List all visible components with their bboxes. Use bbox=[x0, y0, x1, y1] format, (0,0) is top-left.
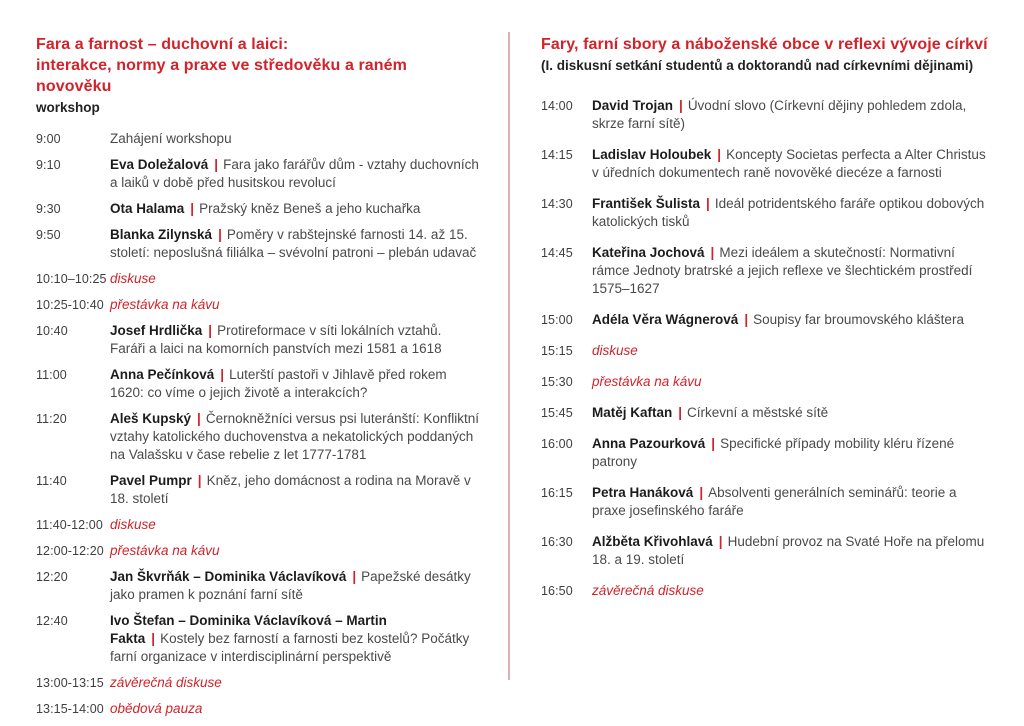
time-label: 11:00 bbox=[36, 368, 67, 382]
pipe-separator: | bbox=[220, 367, 225, 382]
time-label: 9:50 bbox=[36, 228, 61, 242]
speaker-name: Eva Doležalová bbox=[110, 157, 209, 172]
break-label: závěrečná diskuse bbox=[592, 583, 704, 598]
schedule-row bbox=[541, 373, 991, 391]
talk-title: Hudební provoz na Svaté Hoře na přelomu 18. a 19. století bbox=[592, 534, 985, 567]
pipe-separator: | bbox=[151, 631, 156, 646]
talk-entry bbox=[110, 568, 480, 604]
talk-title: Černokněžníci versus psi luteránští: Konfliktní vztahy katolického duchovenstva a nekatolických poddaných na Valašsku v čase rebelie z let 1777-1781 bbox=[110, 411, 479, 462]
talk-entry bbox=[592, 244, 991, 298]
schedule-row bbox=[541, 484, 991, 520]
schedule-row bbox=[541, 146, 991, 182]
speaker-name: Petra Hanáková bbox=[592, 485, 694, 500]
talk-title: Mezi ideálem a skutečností: Normativní rámce Jednoty bratrské a jejich reflexe ve šlechtickém prostředí 1575–1627 bbox=[592, 245, 973, 296]
plain-label: Zahájení workshopu bbox=[110, 131, 232, 146]
talk-entry bbox=[110, 322, 480, 358]
time-label: 11:40 bbox=[36, 474, 67, 488]
time-label: 15:15 bbox=[541, 344, 573, 358]
column-divider bbox=[508, 32, 510, 680]
right-program-title bbox=[541, 34, 991, 55]
pipe-separator: | bbox=[699, 485, 704, 500]
time-label: 12:00-12:20 bbox=[36, 544, 104, 558]
time-label: 14:45 bbox=[541, 246, 573, 260]
talk-entry bbox=[110, 410, 480, 464]
time-label: 9:10 bbox=[36, 158, 61, 172]
talk-title: Církevní a městské sítě bbox=[687, 405, 829, 420]
speaker-name: František Šulista bbox=[592, 196, 701, 211]
talk-entry bbox=[592, 533, 991, 569]
talk-title: Soupisy far broumovského kláštera bbox=[753, 312, 964, 327]
schedule-row bbox=[541, 404, 991, 422]
schedule-row bbox=[541, 195, 991, 231]
speaker-name: Ladislav Holoubek bbox=[592, 147, 712, 162]
pipe-separator: | bbox=[352, 569, 357, 584]
schedule-row bbox=[36, 542, 480, 560]
pipe-separator: | bbox=[711, 436, 716, 451]
speaker-name: Anna Pazourková bbox=[592, 436, 706, 451]
schedule-row bbox=[36, 296, 480, 314]
schedule-row bbox=[36, 568, 480, 604]
right-title-line1: Fary, farní sbory a náboženské obce v reflexi vývoje církví bbox=[541, 36, 988, 53]
pipe-separator: | bbox=[679, 98, 683, 113]
time-label: 11:20 bbox=[36, 412, 67, 426]
pipe-separator: | bbox=[717, 147, 722, 162]
break-label: diskuse bbox=[110, 271, 156, 286]
speaker-name: Ivo Štefan – Dominika Václavíková – Martin Fakta bbox=[110, 613, 387, 646]
left-column bbox=[36, 34, 480, 726]
left-title-line2: interakce, normy a praxe ve středověku a raném novověku bbox=[36, 57, 408, 95]
break-label: obědová pauza bbox=[110, 701, 203, 716]
schedule-row bbox=[36, 700, 480, 718]
talk-entry bbox=[110, 156, 480, 192]
pipe-separator: | bbox=[197, 411, 201, 426]
talk-title: Kostely bez farností a farnosti bez kostelů? Počátky farní organizace v interdisciplinární perspektivě bbox=[110, 631, 470, 664]
speaker-name: Aleš Kupský bbox=[110, 411, 192, 426]
time-label: 16:00 bbox=[541, 437, 573, 451]
speaker-name: David Trojan bbox=[592, 98, 674, 113]
pipe-separator: | bbox=[208, 323, 213, 338]
talk-title: Koncepty Societas perfecta a Alter Christus v úředních dokumentech raně novověké diecéze a farnosti bbox=[592, 147, 986, 180]
talk-entry bbox=[592, 97, 991, 133]
schedule-row bbox=[36, 472, 480, 508]
talk-title: Poměry v rabštejnské farnosti 14. až 15. století: neposlušná filiálka – svévolní patroni – plebán udavač bbox=[110, 227, 477, 260]
break-label: přestávka na kávu bbox=[592, 374, 702, 389]
schedule-row bbox=[541, 97, 991, 133]
pipe-separator: | bbox=[706, 196, 710, 211]
right-schedule bbox=[541, 97, 991, 600]
break-label: diskuse bbox=[110, 517, 156, 532]
talk-entry bbox=[592, 435, 991, 471]
schedule-row bbox=[36, 410, 480, 464]
time-label: 12:20 bbox=[36, 570, 68, 584]
talk-entry bbox=[592, 484, 991, 520]
talk-title: Pražský kněz Beneš a jeho kuchařka bbox=[199, 201, 421, 216]
right-column bbox=[541, 34, 991, 613]
speaker-name: Kateřina Jochová bbox=[592, 245, 705, 260]
schedule-row bbox=[541, 311, 991, 329]
time-label: 16:50 bbox=[541, 584, 573, 598]
schedule-row bbox=[541, 435, 991, 471]
time-label: 9:30 bbox=[36, 202, 61, 216]
left-program-title bbox=[36, 34, 480, 97]
time-label: 16:15 bbox=[541, 486, 573, 500]
talk-title: Úvodní slovo (Církevní dějiny pohledem zdola, skrze farní sítě) bbox=[592, 98, 967, 131]
time-label: 16:30 bbox=[541, 535, 573, 549]
talk-title: Kněz, jeho domácnost a rodina na Moravě v 18. století bbox=[110, 473, 471, 506]
time-label: 14:30 bbox=[541, 197, 573, 211]
talk-entry bbox=[110, 612, 480, 666]
time-label: 13:15-14:00 bbox=[36, 702, 104, 716]
schedule-row bbox=[36, 516, 480, 534]
schedule-row bbox=[36, 200, 480, 218]
time-label: 10:10–10:25 bbox=[36, 272, 107, 286]
talk-entry bbox=[110, 472, 480, 508]
speaker-name: Ota Halama bbox=[110, 201, 185, 216]
schedule-row bbox=[541, 533, 991, 569]
break-label: přestávka na kávu bbox=[110, 297, 220, 312]
left-program-subtitle: workshop bbox=[36, 100, 100, 115]
schedule-row bbox=[36, 612, 480, 666]
schedule-row bbox=[541, 342, 991, 360]
talk-title: Ideál potridentského faráře optikou dobových katolických tisků bbox=[592, 196, 985, 229]
speaker-name: Jan Škvrňák – Dominika Václavíková bbox=[110, 569, 347, 584]
left-title-line1: Fara a farnost – duchovní a laici: bbox=[36, 36, 289, 53]
talk-title: Specifické případy mobility kléru řízené patrony bbox=[592, 436, 955, 469]
schedule-row bbox=[541, 582, 991, 600]
time-label: 11:40-12:00 bbox=[36, 518, 103, 532]
talk-title: Absolventi generálních seminářů: teorie a praxe josefinského faráře bbox=[592, 485, 957, 518]
schedule-row bbox=[36, 674, 480, 692]
pipe-separator: | bbox=[197, 473, 202, 488]
talk-entry bbox=[110, 200, 480, 218]
time-label: 9:00 bbox=[36, 132, 61, 146]
pipe-separator: | bbox=[744, 312, 749, 327]
pipe-separator: | bbox=[218, 227, 222, 242]
speaker-name: Josef Hrdlička bbox=[110, 323, 203, 338]
time-label: 14:15 bbox=[541, 148, 573, 162]
talk-entry bbox=[592, 311, 991, 329]
time-label: 15:45 bbox=[541, 406, 573, 420]
talk-entry bbox=[110, 226, 480, 262]
schedule-row bbox=[36, 130, 480, 148]
speaker-name: Blanka Zilynská bbox=[110, 227, 213, 242]
schedule-row bbox=[36, 226, 480, 262]
pipe-separator: | bbox=[190, 201, 195, 216]
speaker-name: Alžběta Křivohlavá bbox=[592, 534, 713, 549]
time-label: 10:25-10:40 bbox=[36, 298, 104, 312]
time-label: 15:30 bbox=[541, 375, 573, 389]
pipe-separator: | bbox=[214, 157, 219, 172]
talk-entry bbox=[592, 195, 991, 231]
speaker-name: Matěj Kaftan bbox=[592, 405, 673, 420]
talk-title: Protireformace v síti lokálních vztahů. Faráři a laici na komorních panstvích mezi 1581 a 1618 bbox=[110, 323, 442, 356]
schedule-row bbox=[36, 366, 480, 402]
speaker-name: Anna Pečínková bbox=[110, 367, 215, 382]
talk-title: Luterští pastoři v Jihlavě před rokem 1620: co víme o jejich životě a interakcích? bbox=[110, 367, 447, 400]
break-label: diskuse bbox=[592, 343, 638, 358]
time-label: 15:00 bbox=[541, 313, 573, 327]
schedule-row bbox=[36, 270, 480, 288]
schedule-row bbox=[36, 156, 480, 192]
talk-title: Papežské desátky jako pramen k poznání farní sítě bbox=[110, 569, 471, 602]
time-label: 14:00 bbox=[541, 99, 573, 113]
break-label: závěrečná diskuse bbox=[110, 675, 222, 690]
pipe-separator: | bbox=[710, 245, 715, 260]
break-label: přestávka na kávu bbox=[110, 543, 220, 558]
talk-title: Fara jako farářův dům - vztahy duchovních a laiků v době před husitskou revolucí bbox=[110, 157, 479, 190]
talk-entry bbox=[592, 404, 991, 422]
right-program-subtitle: (I. diskusní setkání studentů a doktorandů nad církevními dějinami) bbox=[541, 58, 974, 73]
speaker-name: Adéla Věra Wágnerová bbox=[592, 312, 739, 327]
schedule-row bbox=[541, 244, 991, 298]
pipe-separator: | bbox=[678, 405, 683, 420]
pipe-separator: | bbox=[718, 534, 723, 549]
left-schedule bbox=[36, 130, 480, 718]
schedule-row bbox=[36, 322, 480, 358]
time-label: 10:40 bbox=[36, 324, 68, 338]
time-label: 12:40 bbox=[36, 614, 68, 628]
talk-entry bbox=[592, 146, 991, 182]
talk-entry bbox=[110, 366, 480, 402]
speaker-name: Pavel Pumpr bbox=[110, 473, 192, 488]
time-label: 13:00-13:15 bbox=[36, 676, 104, 690]
